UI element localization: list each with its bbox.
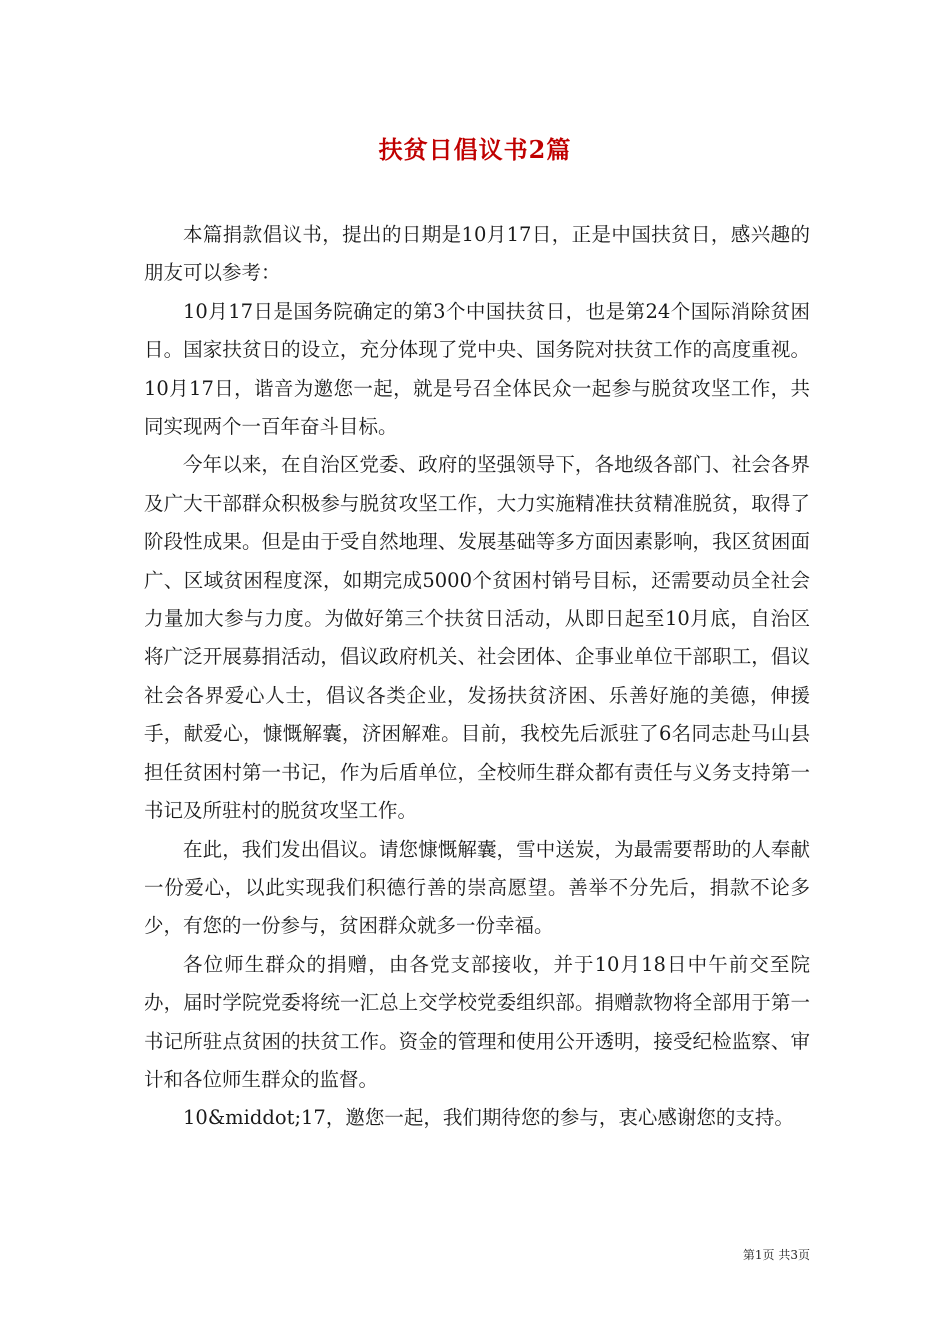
- paragraph-situation: 今年以来，在自治区党委、政府的坚强领导下，各地级各部门、社会各界及广大干部群众积极参与脱贫攻坚工作，大力实施精准扶贫精准脱贫，取得了阶段性成果。但是由于受自然地理、发展基础等多方面因素影响，我区贫困面广、区域贫困程度深，如期完成5000个贫困村销号目标，还需要动员全社会力量加大参与力度。为做好第三个扶贫日活动，从即日起至10月底，自治区将广泛开展募捐活动，倡议政府机关、社会团体、企事业单位干部职工，倡议社会各界爱心人士，倡议各类企业，发扬扶贫济困、乐善好施的美德，伸援手，献爱心，慷慨解囊，济困解难。目前，我校先后派驻了6名同志赴马山县担任贫困村第一书记，作为后盾单位，全校师生群众都有责任与义务支持第一书记及所驻村的脱贫攻坚工作。: [144, 453, 810, 823]
- paragraph-intro: 本篇捐款倡议书，提出的日期是10月17日，正是中国扶贫日，感兴趣的朋友可以参考：: [144, 223, 810, 285]
- paragraph-closing: 10&middot;17，邀您一起，我们期待您的参与，衷心感谢您的支持。: [183, 1106, 794, 1130]
- document-title: 扶贫日倡议书2篇: [378, 135, 572, 164]
- paragraph-donation-process: 各位师生群众的捐赠，由各党支部接收，并于10月18日中午前交至院办，届时学院党委将统一汇总上交学校党委组织部。捐赠款物将全部用于第一书记所驻点贫困的扶贫工作。资金的管理和使用公开透明，接受纪检监察、审计和各位师生群众的监督。: [144, 952, 810, 1091]
- document-body: [144, 216, 810, 1138]
- paragraph-background: 10月17日是国务院确定的第3个中国扶贫日，也是第24个国际消除贫困日。国家扶贫日的设立，充分体现了党中央、国务院对扶贫工作的高度重视。10月17日，谐音为邀您一起，就是号召全体民众一起参与脱贫攻坚工作，共同实现两个一百年奋斗目标。: [144, 299, 810, 439]
- paragraph-appeal: 在此，我们发出倡议。请您慷慨解囊，雪中送炭，为最需要帮助的人奉献一份爱心，以此实现我们积德行善的崇高愿望。善举不分先后，捐款不论多少，有您的一份参与，贫困群众就多一份幸福。: [144, 837, 810, 938]
- page-number: 第1页 共3页: [742, 1248, 810, 1262]
